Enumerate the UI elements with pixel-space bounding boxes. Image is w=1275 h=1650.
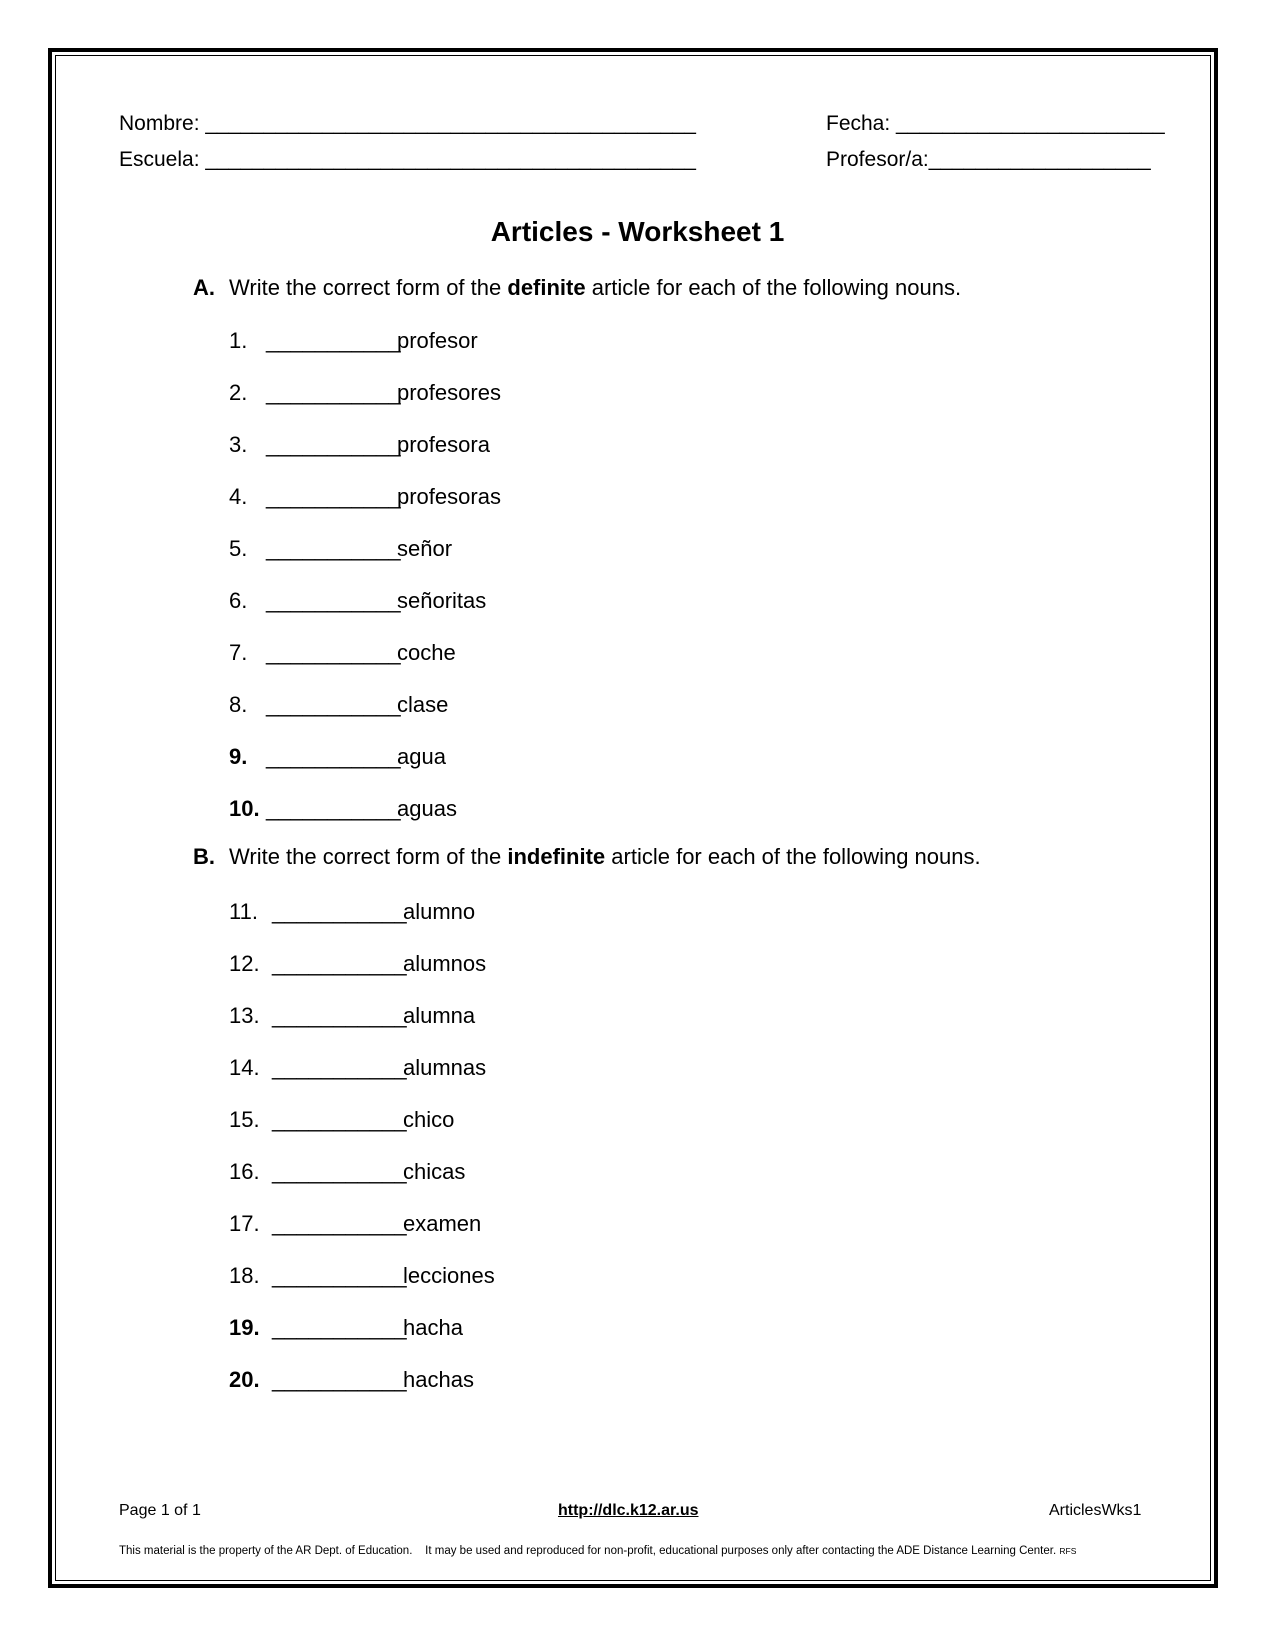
noun: lecciones xyxy=(403,1263,495,1288)
noun: profesoras xyxy=(397,484,501,509)
section-a-text-after: article for each of the following nouns. xyxy=(591,275,962,300)
answer-blank[interactable]: ___________ xyxy=(272,1263,407,1288)
item-number: 14. xyxy=(229,1055,260,1080)
answer-blank[interactable]: ___________ xyxy=(266,588,401,613)
nombre-line[interactable]: __________________________________________ xyxy=(205,112,696,135)
legal-notice xyxy=(119,1545,1076,1557)
escuela-field[interactable] xyxy=(119,148,696,172)
profesor-label: Profesor/a: xyxy=(826,148,929,171)
section-b-keyword: indefinite xyxy=(507,844,606,869)
answer-blank[interactable]: ___________ xyxy=(266,692,401,717)
answer-blank[interactable]: ___________ xyxy=(272,1159,407,1184)
section-b-text-after: article for each of the following nouns. xyxy=(611,844,981,869)
noun: profesor xyxy=(397,328,478,353)
item-number: 15. xyxy=(229,1107,260,1132)
item-number: 2. xyxy=(229,380,248,405)
noun: hachas xyxy=(403,1367,474,1392)
item-number: 9. xyxy=(229,744,248,769)
item-number: 11. xyxy=(229,899,258,924)
answer-blank[interactable]: ___________ xyxy=(272,951,407,976)
answer-blank[interactable]: ___________ xyxy=(272,1003,407,1028)
answer-blank[interactable]: ___________ xyxy=(266,744,401,769)
nombre-label: Nombre: xyxy=(119,112,200,135)
nombre-field[interactable] xyxy=(119,112,696,136)
profesor-field[interactable] xyxy=(826,148,1151,172)
section-b-instructions xyxy=(193,844,981,870)
noun: hacha xyxy=(403,1315,463,1340)
item-number: 20. xyxy=(229,1367,260,1392)
section-a-letter: A. xyxy=(193,275,215,300)
profesor-line[interactable]: ___________________ xyxy=(928,148,1151,171)
item-number: 13. xyxy=(229,1003,260,1028)
noun: profesora xyxy=(397,432,490,457)
document-code: ArticlesWks1 xyxy=(1049,1502,1142,1519)
item-number: 7. xyxy=(229,640,248,665)
noun: clase xyxy=(397,692,449,717)
noun: alumnos xyxy=(403,951,487,976)
answer-blank[interactable]: ___________ xyxy=(272,1211,407,1236)
section-a-instructions xyxy=(193,275,961,301)
legal-text: This material is the property of the AR Dept. of Education. It may be used and reproduced for non-profit, educational purposes only after contacting the ADE Distance Learning Center. xyxy=(119,1545,1057,1557)
item-number: 10. xyxy=(229,796,260,821)
answer-blank[interactable]: ___________ xyxy=(266,796,401,821)
noun: señor xyxy=(397,536,453,561)
section-a-text-before: Write the correct form of the xyxy=(229,275,502,300)
answer-blank[interactable]: ___________ xyxy=(272,1315,407,1340)
noun: aguas xyxy=(397,796,457,821)
noun: chicas xyxy=(403,1159,466,1184)
noun: alumnas xyxy=(403,1055,487,1080)
item-number: 12. xyxy=(229,951,260,976)
fecha-field[interactable] xyxy=(826,112,1165,136)
noun: señoritas xyxy=(397,588,487,613)
item-number: 4. xyxy=(229,484,248,509)
item-number: 18. xyxy=(229,1263,260,1288)
answer-blank[interactable]: ___________ xyxy=(266,484,401,509)
item-number: 17. xyxy=(229,1211,260,1236)
fecha-label: Fecha: xyxy=(826,112,891,135)
author-initials: RFS xyxy=(1059,1546,1077,1556)
item-number: 16. xyxy=(229,1159,260,1184)
answer-blank[interactable]: ___________ xyxy=(266,380,401,405)
noun: alumno xyxy=(403,899,476,924)
section-b-letter: B. xyxy=(193,844,215,869)
noun: alumna xyxy=(403,1003,476,1028)
page-number: Page 1 of 1 xyxy=(119,1502,201,1519)
fecha-line[interactable]: _______________________ xyxy=(896,112,1165,135)
section-b-text-before: Write the correct form of the xyxy=(229,844,502,869)
item-number: 5. xyxy=(229,536,248,561)
escuela-label: Escuela: xyxy=(119,148,200,171)
worksheet-title: Articles - Worksheet 1 xyxy=(490,216,785,247)
answer-blank[interactable]: ___________ xyxy=(266,536,401,561)
item-number: 19. xyxy=(229,1315,260,1340)
answer-blank[interactable]: ___________ xyxy=(266,640,401,665)
section-a-keyword: definite xyxy=(507,275,586,300)
noun: examen xyxy=(403,1211,482,1236)
noun: profesores xyxy=(397,380,501,405)
item-number: 3. xyxy=(229,432,248,457)
item-number: 6. xyxy=(229,588,248,613)
answer-blank[interactable]: ___________ xyxy=(266,328,401,353)
answer-blank[interactable]: ___________ xyxy=(272,1367,407,1392)
answer-blank[interactable]: ___________ xyxy=(272,899,407,924)
item-number: 1. xyxy=(229,328,248,353)
item-number: 8. xyxy=(229,692,248,717)
noun: coche xyxy=(397,640,456,665)
answer-blank[interactable]: ___________ xyxy=(272,1107,407,1132)
escuela-line[interactable]: __________________________________________ xyxy=(205,148,696,171)
noun: chico xyxy=(403,1107,455,1132)
noun: agua xyxy=(397,744,446,769)
answer-blank[interactable]: ___________ xyxy=(266,432,401,457)
site-link[interactable]: http://dlc.k12.ar.us xyxy=(558,1502,699,1519)
answer-blank[interactable]: ___________ xyxy=(272,1055,407,1080)
